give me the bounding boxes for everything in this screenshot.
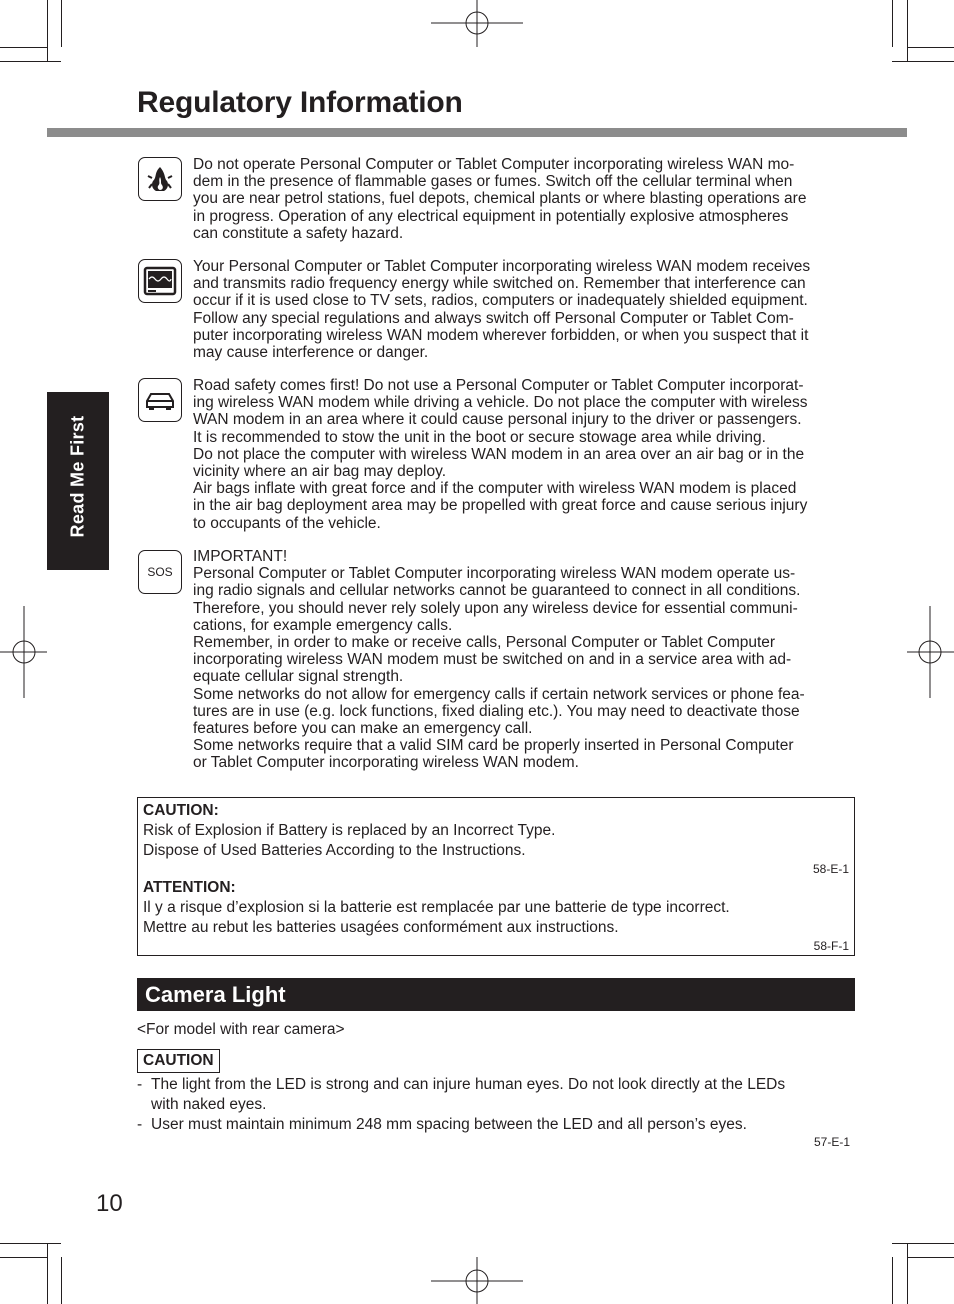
bullet-item: The light from the LED is strong and can injure human eyes. Do not look directly at the LEDs <box>151 1076 786 1093</box>
text-line: occur if it is used close to TV sets, radios, computers or inadequately shielded equipment. <box>193 292 808 310</box>
sos-icon <box>138 550 182 594</box>
text-line: Personal Computer or Tablet Computer incorporating wireless WAN modem operate us- <box>193 565 796 583</box>
caution-line: Risk of Explosion if Battery is replaced by an Incorrect Type. <box>143 822 556 839</box>
tv-interference-icon <box>138 259 182 303</box>
text-line: puter incorporating wireless WAN modem wherever forbidden, or when you suspect that it <box>193 326 809 344</box>
caution-heading: CAUTION: <box>143 802 219 819</box>
text-line: tures are in use (e.g. lock functions, fixed dialing etc.). You may need to deactivate those <box>193 702 800 720</box>
emergency-calls-text <box>193 548 857 772</box>
side-tab-label: Read Me First <box>67 415 88 538</box>
text-line: or Tablet Computer incorporating wireless WAN modem. <box>193 754 579 772</box>
side-tab <box>47 392 109 570</box>
text-line: you are near petrol stations, fuel depots, chemical plants or where blasting operations are <box>193 190 807 208</box>
bullet-dash: - <box>137 1076 143 1093</box>
text-line: may cause interference or danger. <box>193 344 429 362</box>
caution-label: CAUTION <box>137 1049 220 1073</box>
bullet-item-continuation: with naked eyes. <box>151 1096 267 1113</box>
text-line: in the air bag deployment area may be propelled with great force and cause serious injury <box>193 497 808 515</box>
text-line: incorporating wireless WAN modem must be switched on and in a service area with ad- <box>193 651 792 669</box>
text-line: IMPORTANT! <box>193 548 288 565</box>
attention-line: Il y a risque d’explosion si la batterie est remplacée par une batterie de type incorrect. <box>143 899 730 916</box>
text-line: Therefore, you should never rely solely upon any wireless device for essential communi- <box>193 599 798 617</box>
car-icon <box>138 378 182 422</box>
text-line: can constitute a safety hazard. <box>193 224 404 242</box>
text-line: vicinity where an air bag may deploy. <box>193 463 447 481</box>
road-safety-text <box>193 377 857 532</box>
text-line: Remember, in order to make or receive calls, Personal Computer or Tablet Computer <box>193 634 776 652</box>
text-line: Do not place the computer with wireless WAN modem in an area over an air bag or in the <box>193 445 805 463</box>
battery-caution-box <box>137 797 855 956</box>
text-line: Do not operate Personal Computer or Tablet Computer incorporating wireless WAN mo- <box>193 156 795 173</box>
title-rule <box>47 128 907 137</box>
text-line: WAN modem in an area where it could cause personal injury to the driver or passengers. <box>193 411 802 429</box>
camera-light-heading: Camera Light <box>137 978 855 1011</box>
bullet-item: User must maintain minimum 248 mm spacing between the LED and all person’s eyes. <box>151 1116 747 1133</box>
text-line: cations, for example emergency calls. <box>193 616 453 634</box>
text-line: Some networks require that a valid SIM card be properly inserted in Personal Computer <box>193 737 794 755</box>
bullet-dash: - <box>137 1116 143 1133</box>
attention-line: Mettre au rebut les batteries usagées conformément aux instructions. <box>143 919 619 936</box>
text-line: to occupants of the vehicle. <box>193 514 381 532</box>
flammable-warning-text <box>193 156 857 242</box>
text-line: Some networks do not allow for emergency calls if certain network services or phone fea- <box>193 685 805 703</box>
caution-code: 58-E-1 <box>812 862 849 876</box>
text-line: equate cellular signal strength. <box>193 668 404 686</box>
text-line: and transmits radio frequency energy while switched on. Remember that interference can <box>193 275 806 293</box>
sos-icon-label: SOS <box>147 565 173 579</box>
text-line: It is recommended to stow the unit in the boot or secure stowage area while driving. <box>193 428 766 446</box>
text-line: Air bags inflate with great force and if the computer with wireless WAN modem is placed <box>193 480 797 498</box>
text-line: ing wireless WAN modem while driving a vehicle. Do not place the computer with wireless <box>193 394 808 412</box>
text-line: Follow any special regulations and always switch off Personal Computer or Tablet Com- <box>193 309 794 327</box>
interference-warning-text <box>193 258 857 361</box>
attention-heading: ATTENTION: <box>143 879 236 896</box>
caution-line: Dispose of Used Batteries According to the Instructions. <box>143 842 526 859</box>
camera-code: 57-E-1 <box>814 1135 851 1149</box>
model-note: <For model with rear camera> <box>137 1021 345 1038</box>
text-line: Road safety comes first! Do not use a Personal Computer or Tablet Computer incorporat- <box>193 377 804 394</box>
text-line: ing radio signals and cellular networks cannot be guaranteed to connect in all conditions. <box>193 582 801 600</box>
page-title: Regulatory Information <box>137 86 463 119</box>
attention-code: 58-F-1 <box>813 939 849 953</box>
text-line: in progress. Operation of any electrical equipment in potentially explosive atmospheres <box>193 207 789 225</box>
text-line: dem in the presence of flammable gases or fumes. Switch off the cellular terminal when <box>193 173 793 191</box>
text-line: Your Personal Computer or Tablet Computer incorporating wireless WAN modem receives <box>193 258 811 275</box>
flammable-flame-icon <box>138 157 182 201</box>
text-line: features before you can make an emergency call. <box>193 720 533 738</box>
page-number: 10 <box>96 1190 123 1217</box>
